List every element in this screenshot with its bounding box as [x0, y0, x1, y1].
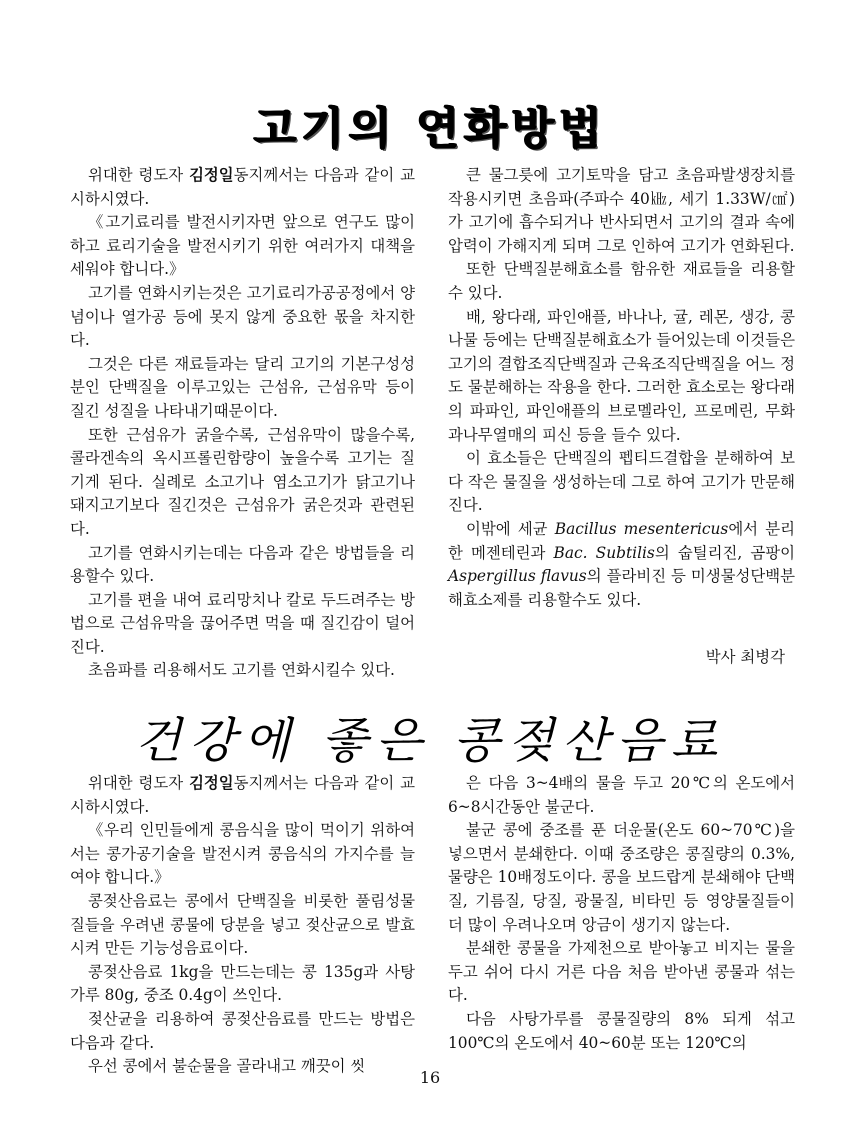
article1-title: 고기의 연화방법: [253, 103, 607, 154]
text-run: 초음파를 리용해서도 고기를 연화시킬수 있다.: [88, 661, 395, 680]
text-run: 위대한 령도자: [88, 774, 190, 792]
article1-left-column: [70, 164, 415, 683]
text-run: 고기를 편을 내여 료리망치나 칼로 두드려주는 방법으로 근섬유막을 끊어주면 먹을 때 질긴감이 덜어진다.: [70, 590, 415, 656]
text-run: 의 플라비진 등 미생물성단백분해효소제를 리용할수도 있다.: [448, 567, 795, 609]
paragraph: [448, 819, 795, 937]
paragraph: [70, 819, 415, 890]
leader-name: 김정일: [189, 166, 234, 184]
text-run: 큰 물그릇에 고기토막을 담고 초음파발생장치를 작용시키면 초음파(주파수 40㎑, 세기 1.33W/㎠)가 고기에 흡수되거나 반사되면서 고기의 결과 속에 압력이 가해지게 되며 그로 인하여 고기가 연화된다.: [448, 166, 795, 255]
paragraph: [70, 282, 415, 353]
paragraph: [448, 306, 795, 448]
article1-right-column: [448, 164, 795, 612]
paragraph: [70, 353, 415, 424]
text-run: 은 다음 3~4배의 물을 두고 20℃의 온도에서 6~8시간동안 불군다.: [448, 774, 795, 816]
paragraph: [70, 1008, 415, 1055]
article2-right-column: [448, 772, 795, 1055]
text-run: 이 효소들은 단백질의 펩티드결합을 분해하여 보다 작은 물질을 생성하는데 그로 하여 고기가 만문해진다.: [448, 449, 795, 515]
text-run: 고기를 연화시키는데는 다음과 같은 방법들을 리용할수 있다.: [70, 543, 415, 586]
text-run: 에서 분리한 메젠테린과: [448, 519, 795, 562]
text-run: 동지께서는 다음과 같이 교시하시였다.: [70, 166, 415, 208]
leader-name: 김정일: [189, 774, 234, 792]
text-run: 고기를 연화시키는것은 고기료리가공공정에서 양념이나 열가공 등에 못지 않게 중요한 몫을 차지한다.: [70, 283, 415, 350]
text-run: 위대한 령도자: [88, 166, 190, 184]
text-run: 우선 콩에서 불순물을 골라내고 깨끗이 씻: [88, 1057, 366, 1076]
paragraph: [70, 542, 415, 589]
text-run: 불군 콩에 중조를 푼 더운물(온도 60~70℃)을 넣으면서 분쇄한다. 이때 중조량은 콩질량의 0.3%, 물량은 10배정도이다. 콩을 보드랍게 분쇄해야 단백질, 기름질, 당질, 광물질, 비타민 등 영양물질들이 더 많이 우려나오며 앙금이 생기지 않는다.: [448, 821, 795, 934]
text-run: 또한 단백질분해효소를 함유한 재료들을 리용할수 있다.: [448, 260, 795, 302]
species-name: Bacillus mesentericus: [554, 519, 729, 538]
text-run: 젖산균을 리용하여 콩젖산음료를 만드는 방법은 다음과 같다.: [70, 1009, 415, 1052]
article1-author: 박사 최병각: [705, 648, 785, 666]
text-run: 동지께서는 다음과 같이 교시하시였다.: [70, 774, 415, 816]
paragraph: [448, 518, 795, 612]
paragraph: [70, 589, 415, 660]
text-run: 배, 왕다래, 파인애플, 바나나, 귤, 레몬, 생강, 콩나물 등에는 단백질분해효소가 들어있는데 이것들은 고기의 결합조직단백질과 근육조직단백질을 어느 정도 물분해하는 작용을 한다. 그러한 효소로는 왕다래의 파파인, 파인애플의 브로멜라인, 프로메린, 무화과나무열매의 피신 등을 들수 있다.: [448, 307, 795, 444]
paragraph: [448, 447, 795, 518]
paragraph: [70, 772, 415, 819]
text-run: 의 숩틸리진, 곰팡이: [654, 543, 795, 562]
paragraph: [70, 424, 415, 542]
text-run: 이밖에 세균: [466, 519, 555, 538]
paragraph: [70, 890, 415, 961]
paragraph: [448, 772, 795, 819]
paragraph: [70, 211, 415, 282]
text-run: 콩젖산음료는 콩에서 단백질을 비롯한 풀림성물질들을 우려낸 콩물에 당분을 넣고 젖산균으로 발효시켜 만든 기능성음료이다.: [70, 891, 415, 958]
paragraph: [448, 937, 795, 1008]
species-name: Aspergillus flavus: [448, 567, 587, 586]
paragraph: [448, 258, 795, 305]
text-run: 그것은 다른 재료들과는 달리 고기의 기본구성성분인 단백질을 이루고있는 근섬유, 근섬유막 등이 질긴 성질을 나타내기때문이다.: [70, 354, 415, 420]
page-number: 16: [419, 1068, 441, 1087]
text-run: 분쇄한 콩물을 가제천으로 받아놓고 비지는 물을 두고 쉬어 다시 거른 다음 처음 받아낸 콩물과 섞는다.: [448, 939, 795, 1005]
article1-author-wrap: [448, 646, 795, 670]
text-run: 《우리 인민들에게 콩음식을 많이 먹이기 위하여서는 콩가공기술을 발전시켜 콩음식의 가지수를 늘여야 합니다.》: [70, 821, 415, 887]
text-run: 다음 사탕가루를 콩물질량의 8% 되게 섞고 100℃의 온도에서 40~60분 또는 120℃의: [448, 1009, 795, 1052]
paragraph: [70, 961, 415, 1008]
paragraph: [70, 164, 415, 211]
text-run: 콩젖산음료 1kg을 만드는데는 콩 135g과 사탕가루 80g, 중조 0.4g이 쓰인다.: [70, 962, 415, 1005]
paragraph: [448, 1008, 795, 1055]
text-run: 《고기료리를 발전시키자면 앞으로 연구도 많이 하고 료리기술을 발전시키기 위한 여러가지 대책을 세워야 합니다.》: [70, 213, 415, 279]
paragraph: [70, 659, 415, 683]
article2-title: 건강에 좋은 콩젖산음료: [134, 713, 726, 769]
paragraph: [448, 164, 795, 258]
article2-left-column: [70, 772, 415, 1079]
species-name: Bac. Subtilis: [553, 543, 655, 562]
text-run: 또한 근섬유가 굵을수록, 근섬유막이 많을수록, 콜라겐속의 옥시프롤린함량이 높을수록 고기는 질기게 된다. 실례로 소고기나 염소고기가 닭고기나 돼지고기보다 질긴것은 근섬유가 굵은것과 관련된다.: [70, 425, 415, 538]
